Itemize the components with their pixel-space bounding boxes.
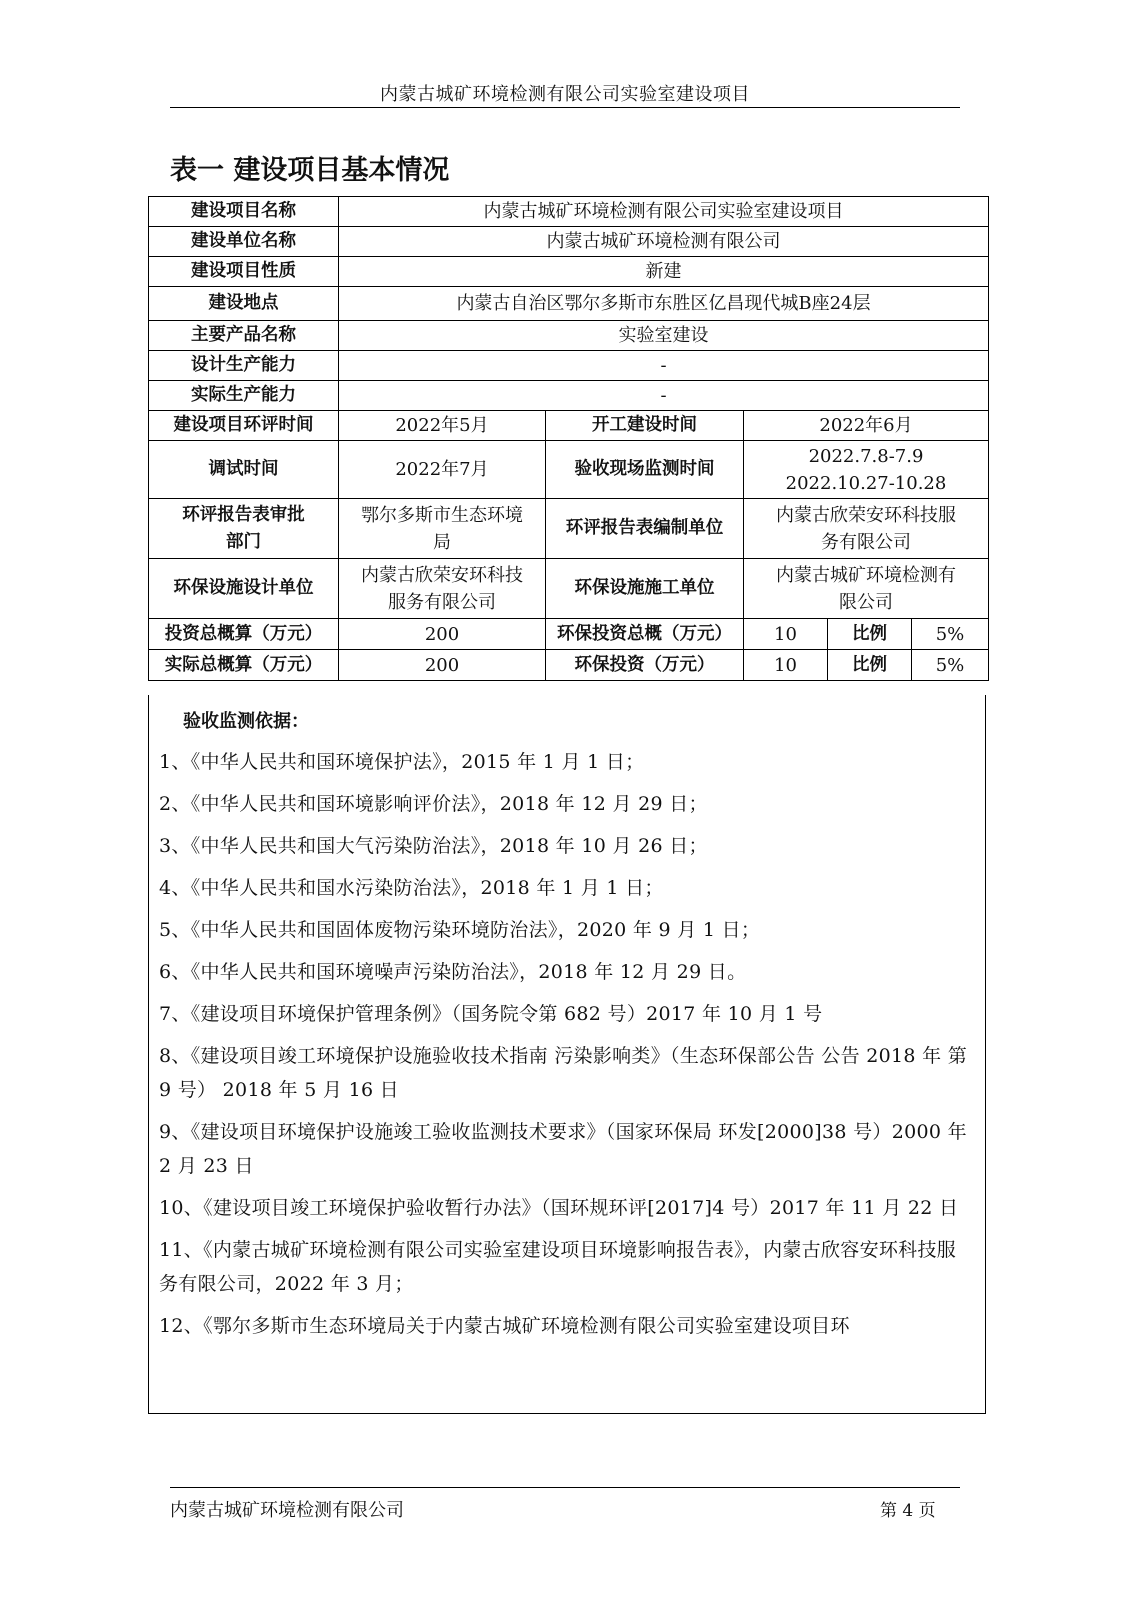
design-unit-value [339, 559, 546, 619]
env-invest-total-value: 10 [744, 619, 828, 650]
basis-heading: 验收监测依据： [183, 711, 309, 732]
approval-dept-line-1: 鄂尔多斯市生态环境 [361, 504, 523, 526]
actual-capacity-value: - [339, 381, 989, 411]
compiler-line-1: 内蒙古欣荣安环科技服 [776, 504, 956, 526]
table-row [149, 411, 989, 441]
table-row [149, 619, 989, 650]
table-row [149, 650, 989, 681]
footer-rule [170, 1487, 960, 1488]
env-invest-value: 10 [744, 650, 828, 681]
start-time-label: 开工建设时间 [546, 411, 744, 441]
list-item: 2、《中华人民共和国环境影响评价法》，2018 年 12 月 29 日； [159, 793, 708, 815]
ratio-value: 5% [912, 619, 989, 650]
invest-total-value: 200 [339, 619, 546, 650]
design-unit-line-1: 内蒙古欣荣安环科技 [361, 564, 523, 586]
list-item: 5、《中华人民共和国固体废物污染环境防治法》，2020 年 9 月 1 日； [159, 919, 761, 941]
list-item: 7、《建设项目环境保护管理条例》（国务院令第 682 号）2017 年 10 月 1 号 [159, 1003, 823, 1025]
monitor-time-value [744, 441, 989, 499]
monitor-time-line-2: 2022.10.27-10.28 [785, 472, 947, 494]
env-invest-total-label: 环保投资总概（万元） [546, 619, 744, 650]
table-row [149, 227, 989, 257]
eia-time-label: 建设项目环评时间 [149, 411, 339, 441]
table-row [149, 559, 989, 619]
ratio-label: 比例 [828, 650, 912, 681]
unit-name-value: 内蒙古城矿环境检测有限公司 [339, 227, 989, 257]
construct-unit-value [744, 559, 989, 619]
page-header-title: 内蒙古城矿环境检测有限公司实验室建设项目 [380, 84, 750, 105]
list-item: 6、《中华人民共和国环境噪声污染防治法》，2018 年 12 月 29 日。 [159, 961, 747, 983]
monitor-time-label: 验收现场监测时间 [546, 441, 744, 499]
env-invest-label: 环保投资（万元） [546, 650, 744, 681]
start-time-value: 2022年6月 [744, 411, 989, 441]
project-info-table [148, 196, 989, 681]
approval-dept-label-line-1: 环评报告表审批 [182, 504, 305, 525]
acceptance-basis-section [148, 695, 986, 1414]
compiler-line-2: 务有限公司 [821, 531, 911, 553]
footer-company: 内蒙古城矿环境检测有限公司 [170, 1500, 404, 1521]
design-unit-label: 环保设施设计单位 [149, 559, 339, 619]
invest-total-label: 投资总概算（万元） [149, 619, 339, 650]
table-row [149, 441, 989, 499]
approval-dept-line-2: 局 [433, 531, 451, 553]
page-number: 第 4 页 [880, 1501, 936, 1521]
design-capacity-value: - [339, 351, 989, 381]
header-rule [170, 107, 960, 108]
table-row [149, 499, 989, 559]
project-name-label: 建设项目名称 [149, 197, 339, 227]
debug-time-label: 调试时间 [149, 441, 339, 499]
unit-name-label: 建设单位名称 [149, 227, 339, 257]
product-label: 主要产品名称 [149, 321, 339, 351]
table-row [149, 381, 989, 411]
table-row [149, 197, 989, 227]
list-item: 10、《建设项目竣工环境保护验收暂行办法》（国环规环评[2017]4 号）2017 年 11 月 22 日 [159, 1197, 959, 1219]
location-value: 内蒙古自治区鄂尔多斯市东胜区亿昌现代城B座24层 [339, 287, 989, 321]
list-item: 9、《建设项目环境保护设施竣工验收监测技术要求》（国家环保局 环发[2000]38 号）2000 年 2 月 23 日 [159, 1121, 967, 1177]
nature-value: 新建 [339, 257, 989, 287]
section-title: 表一 建设项目基本情况 [170, 155, 450, 186]
design-unit-line-2: 服务有限公司 [388, 591, 496, 613]
project-name-value: 内蒙古城矿环境检测有限公司实验室建设项目 [339, 197, 989, 227]
approval-dept-value [339, 499, 546, 559]
approval-dept-label [149, 499, 339, 559]
list-item: 4、《中华人民共和国水污染防治法》，2018 年 1 月 1 日； [159, 877, 664, 899]
eia-time-value: 2022年5月 [339, 411, 546, 441]
compiler-label: 环评报告表编制单位 [546, 499, 744, 559]
table-row [149, 321, 989, 351]
location-label: 建设地点 [149, 287, 339, 321]
product-value: 实验室建设 [339, 321, 989, 351]
construct-unit-label: 环保设施施工单位 [546, 559, 744, 619]
list-item: 8、《建设项目竣工环境保护设施验收技术指南 污染影响类》（生态环保部公告 公告 2018 年 第 9 号） 2018 年 5 月 16 日 [159, 1045, 968, 1101]
table-row [149, 257, 989, 287]
list-item: 3、《中华人民共和国大气污染防治法》，2018 年 10 月 26 日； [159, 835, 708, 857]
table-row [149, 351, 989, 381]
ratio-value: 5% [912, 650, 989, 681]
compiler-value [744, 499, 989, 559]
list-item: 11、《内蒙古城矿环境检测有限公司实验室建设项目环境影响报告表》，内蒙古欣容安环科技服务有限公司，2022 年 3 月； [159, 1239, 957, 1295]
monitor-time-line-1: 2022.7.8-7.9 [808, 445, 924, 467]
list-item: 1、《中华人民共和国环境保护法》，2015 年 1 月 1 日； [159, 751, 645, 773]
actual-total-label: 实际总概算（万元） [149, 650, 339, 681]
construct-unit-line-2: 限公司 [839, 591, 893, 613]
list-item: 12、《鄂尔多斯市生态环境局关于内蒙古城矿环境检测有限公司实验室建设项目环 [159, 1315, 850, 1337]
actual-total-value: 200 [339, 650, 546, 681]
table-row [149, 287, 989, 321]
actual-capacity-label: 实际生产能力 [149, 381, 339, 411]
ratio-label: 比例 [828, 619, 912, 650]
approval-dept-label-line-2: 部门 [226, 531, 261, 552]
nature-label: 建设项目性质 [149, 257, 339, 287]
debug-time-value: 2022年7月 [339, 441, 546, 499]
construct-unit-line-1: 内蒙古城矿环境检测有 [776, 564, 956, 586]
design-capacity-label: 设计生产能力 [149, 351, 339, 381]
